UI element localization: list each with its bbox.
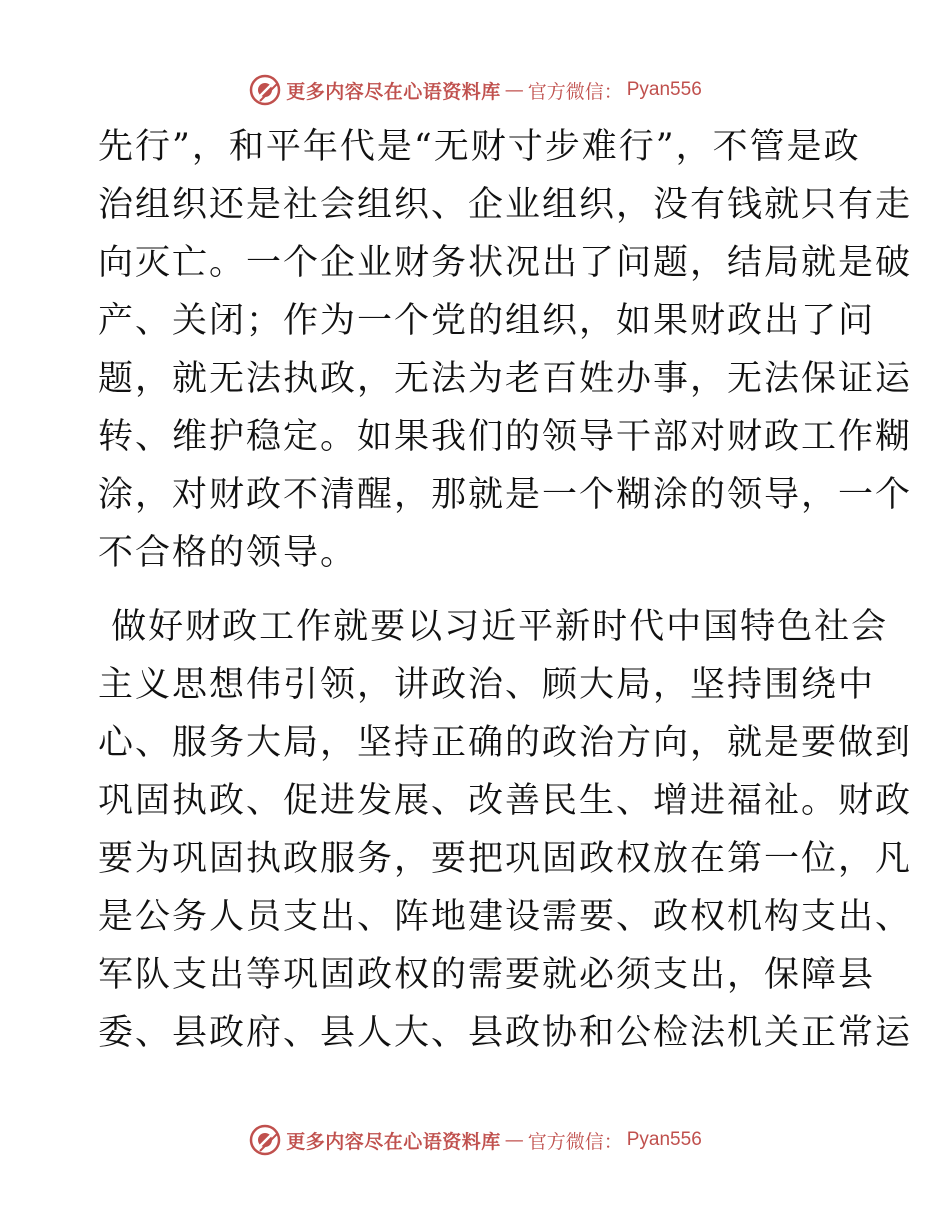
text-line: 要为巩固执政服务，要把巩固政权放在第一位，凡 bbox=[98, 839, 913, 879]
header-banner bbox=[0, 70, 950, 110]
text-line: 不合格的领导。 bbox=[98, 533, 358, 573]
paragraph bbox=[98, 118, 913, 582]
logo-icon bbox=[248, 73, 282, 107]
text-line: 题，就无法执政，无法为老百姓办事，无法保证运 bbox=[98, 359, 913, 399]
text-line: 先行”，和平年代是“无财寸步难行”，不管是政 bbox=[98, 127, 861, 167]
banner-wechat-label: 官方微信： bbox=[527, 80, 623, 103]
text-line: 治组织还是社会组织、企业组织，没有钱就只有走 bbox=[98, 185, 913, 225]
footer-banner bbox=[0, 1120, 950, 1160]
text-line: 是公务人员支出、阵地建设需要、政权机构支出、 bbox=[98, 897, 913, 937]
text-line: 心、服务大局，坚持正确的政治方向，就是要做到 bbox=[98, 723, 913, 763]
banner-title: 更多内容尽在心语资料库 bbox=[286, 80, 501, 103]
text-line: 转、维护稳定。如果我们的领导干部对财政工作糊 bbox=[98, 417, 913, 457]
banner-title: 更多内容尽在心语资料库 bbox=[286, 1130, 501, 1153]
banner-separator: — bbox=[504, 79, 524, 101]
text-line: 做好财政工作就要以习近平新时代中国特色社会 bbox=[98, 607, 889, 647]
paragraph bbox=[98, 598, 913, 1062]
text-line: 涂，对财政不清醒，那就是一个糊涂的领导，一个 bbox=[98, 475, 913, 515]
text-line: 向灭亡。一个企业财务状况出了问题，结局就是破 bbox=[98, 243, 913, 283]
banner-wechat-label: 官方微信： bbox=[527, 1130, 623, 1153]
banner-wechat-id: Pyan556 bbox=[626, 79, 702, 100]
logo-icon bbox=[248, 1123, 282, 1157]
banner-separator: — bbox=[504, 1129, 524, 1151]
text-line: 主义思想伟引领，讲政治、顾大局，坚持围绕中 bbox=[98, 665, 876, 705]
paragraph-gap bbox=[98, 582, 850, 598]
text-line: 巩固执政、促进发展、改善民生、增进福祉。财政 bbox=[98, 781, 913, 821]
document-body bbox=[98, 118, 913, 1062]
banner-wechat-id: Pyan556 bbox=[626, 1129, 702, 1150]
text-line: 产、关闭；作为一个党的组织，如果财政出了问 bbox=[98, 301, 876, 341]
text-line: 委、县政府、县人大、县政协和公检法机关正常运 bbox=[98, 1013, 913, 1053]
text-line: 军队支出等巩固政权的需要就必须支出，保障县 bbox=[98, 955, 876, 995]
